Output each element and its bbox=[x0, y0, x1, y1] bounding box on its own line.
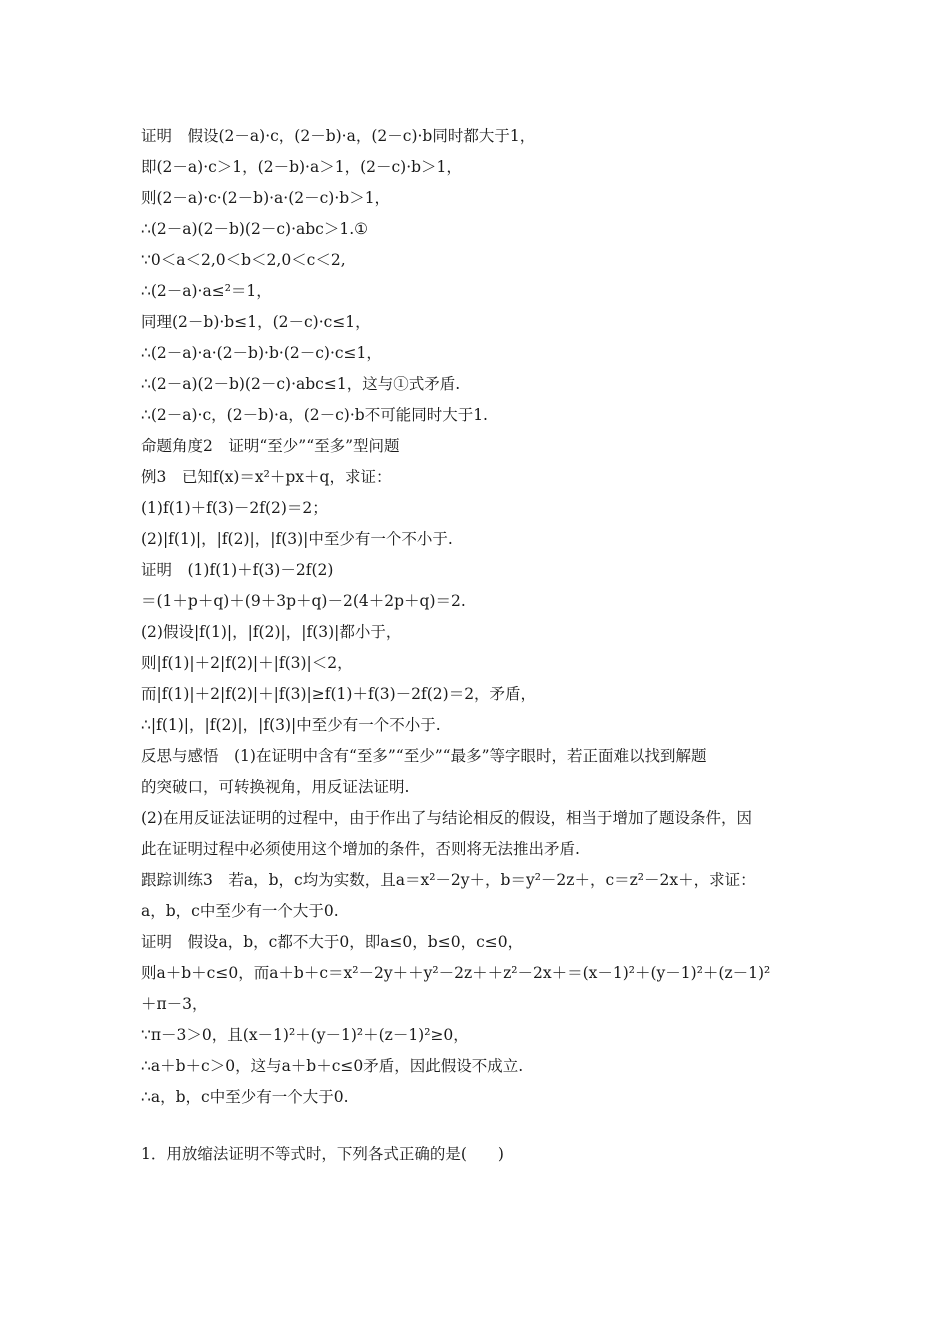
example-title: 例3 已知f(x)＝x²＋px＋q，求证： bbox=[141, 468, 392, 486]
reflection-line: 的突破口，可转换视角，用反证法证明. bbox=[141, 778, 410, 796]
section-heading: 命题角度2 证明“至少”“至多”型问题 bbox=[141, 437, 400, 455]
proof-line: ∴a＋b＋c＞0，这与a＋b＋c≤0矛盾，因此假设不成立. bbox=[141, 1057, 524, 1075]
proof-line: ∴|f(1)|，|f(2)|，|f(3)|中至少有一个不小于. bbox=[141, 716, 441, 734]
example-part: (1)f(1)＋f(3)－2f(2)＝2； bbox=[141, 499, 328, 517]
document-body bbox=[141, 121, 813, 1170]
proof-line: ∵π－3＞0，且(x－1)²＋(y－1)²＋(z－1)²≥0， bbox=[141, 1026, 469, 1044]
proof-line: ∴a，b，c中至少有一个大于0. bbox=[141, 1088, 349, 1106]
spacer bbox=[141, 1113, 813, 1139]
exercise-line: 跟踪训练3 若a，b，c均为实数，且a＝x²－2y＋，b＝y²－2z＋，c＝z²－2x＋，求证： bbox=[141, 871, 756, 889]
proof-line: 则(2－a)·c·(2－b)·a·(2－c)·b＞1， bbox=[141, 189, 391, 207]
proof-line: (2)假设|f(1)|，|f(2)|，|f(3)|都小于， bbox=[141, 623, 402, 641]
proof-line: 同理(2－b)·b≤1，(2－c)·c≤1， bbox=[141, 313, 371, 331]
proof-line: ＋π－3， bbox=[141, 995, 208, 1013]
proof-line: ∴(2－a)(2－b)(2－c)·abc＞1.① bbox=[141, 220, 369, 238]
example-part: (2)|f(1)|，|f(2)|，|f(3)|中至少有一个不小于. bbox=[141, 530, 453, 548]
exercise-line: a，b，c中至少有一个大于0. bbox=[141, 902, 339, 920]
reflection-line: (2)在用反证法证明的过程中，由于作出了与结论相反的假设，相当于增加了题设条件，因 bbox=[141, 809, 752, 827]
proof-line: 则a＋b＋c≤0，而a＋b＋c＝x²－2y＋＋y²－2z＋＋z²－2x＋＝(x－1)²＋(y－1)²＋(z－1)² bbox=[141, 964, 771, 982]
reflection-line: 反思与感悟 (1)在证明中含有“至多”“至少”“最多”等字眼时，若正面难以找到解题 bbox=[141, 747, 707, 765]
proof-line: ∴(2－a)·c，(2－b)·a，(2－c)·b不可能同时大于1. bbox=[141, 406, 488, 424]
proof-line: 而|f(1)|＋2|f(2)|＋|f(3)|≥f(1)＋f(3)－2f(2)＝2，矛盾， bbox=[141, 685, 537, 703]
reflection-line: 此在证明过程中必须使用这个增加的条件，否则将无法推出矛盾. bbox=[141, 840, 580, 858]
proof-line: 证明 (1)f(1)＋f(3)－2f(2) bbox=[141, 561, 334, 579]
proof-line: ∵0＜a＜2,0＜b＜2,0＜c＜2, bbox=[141, 251, 346, 269]
proof-line: ∴(2－a)·a≤²＝1， bbox=[141, 282, 272, 300]
proof-line: ∴(2－a)(2－b)(2－c)·abc≤1，这与①式矛盾. bbox=[141, 375, 461, 393]
proof-line: 则|f(1)|＋2|f(2)|＋|f(3)|＜2， bbox=[141, 654, 353, 672]
proof-line: 证明 假设(2－a)·c，(2－b)·a，(2－c)·b同时都大于1， bbox=[141, 127, 536, 145]
proof-line: ＝(1＋p＋q)＋(9＋3p＋q)－2(4＋2p＋q)＝2. bbox=[141, 592, 466, 610]
question-line: 1．用放缩法证明不等式时，下列各式正确的是( ) bbox=[141, 1145, 504, 1163]
proof-line: 证明 假设a，b，c都不大于0，即a≤0，b≤0，c≤0， bbox=[141, 933, 524, 951]
proof-line: 即(2－a)·c＞1，(2－b)·a＞1，(2－c)·b＞1， bbox=[141, 158, 462, 176]
proof-line: ∴(2－a)·a·(2－b)·b·(2－c)·c≤1， bbox=[141, 344, 382, 362]
